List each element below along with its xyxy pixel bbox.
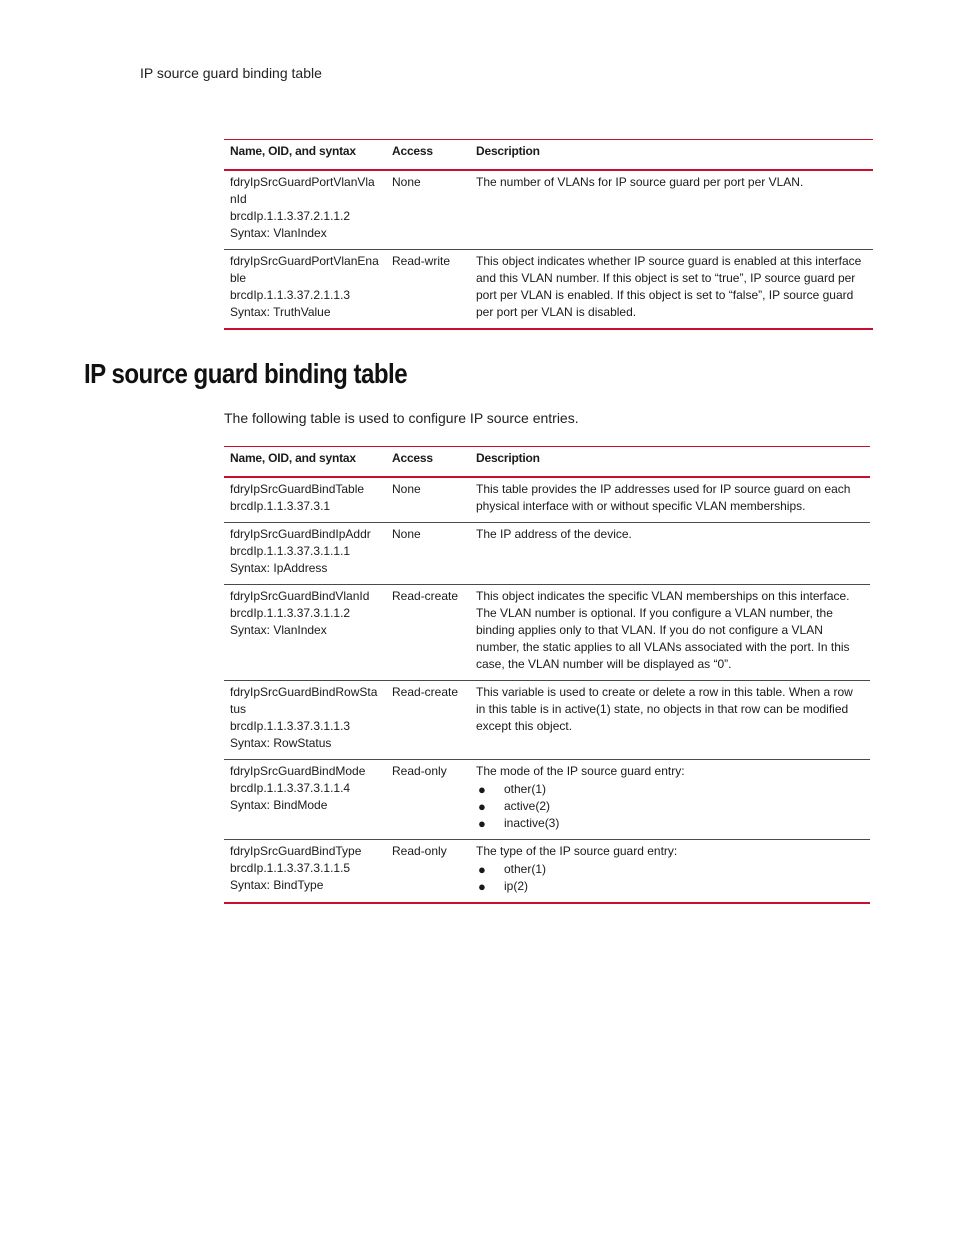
object-syntax: Syntax: BindMode bbox=[230, 798, 328, 812]
object-syntax: Syntax: RowStatus bbox=[230, 736, 332, 750]
table-row bbox=[224, 681, 870, 760]
name-cell bbox=[224, 170, 386, 250]
list-item-label: inactive(3) bbox=[504, 816, 560, 830]
bullet-icon: ● bbox=[478, 799, 486, 814]
object-oid: brcdIp.1.1.3.37.2.1.1.3 bbox=[230, 288, 351, 302]
name-cell bbox=[224, 477, 386, 523]
list-item bbox=[476, 798, 864, 815]
description-cell bbox=[470, 681, 870, 760]
table-header-row bbox=[224, 140, 873, 171]
object-name: fdryIpSrcGuardBindRowStatus bbox=[230, 685, 378, 716]
access-cell: None bbox=[386, 523, 470, 585]
description-cell bbox=[470, 760, 870, 840]
list-item bbox=[476, 878, 864, 895]
list-item-label: other(1) bbox=[504, 782, 547, 796]
object-oid: brcdIp.1.1.3.37.3.1.1.2 bbox=[230, 606, 351, 620]
description-cell bbox=[470, 170, 873, 250]
table-row bbox=[224, 585, 870, 681]
description-text: This object indicates whether IP source guard is enabled at this interface and this VLAN number. If this object is set to “true”, IP source guard per port per VLAN is enabled. If this object is set to “false”, IP source guard per port per VLAN is disabled. bbox=[476, 254, 862, 319]
object-name: fdryIpSrcGuardBindTable bbox=[230, 482, 365, 496]
object-syntax: Syntax: BindType bbox=[230, 878, 324, 892]
table-row bbox=[224, 250, 873, 330]
description-text: The mode of the IP source guard entry: bbox=[476, 764, 685, 778]
bullet-list bbox=[476, 781, 864, 832]
access-cell: None bbox=[386, 477, 470, 523]
access-cell: Read-create bbox=[386, 585, 470, 681]
access-cell: None bbox=[386, 170, 470, 250]
name-cell bbox=[224, 523, 386, 585]
intro-paragraph: The following table is used to configure IP source entries. bbox=[224, 410, 579, 426]
table-row bbox=[224, 170, 873, 250]
table-row bbox=[224, 760, 870, 840]
access-cell: Read-write bbox=[386, 250, 470, 330]
section-title: IP source guard binding table bbox=[84, 358, 408, 389]
object-syntax: Syntax: VlanIndex bbox=[230, 623, 327, 637]
object-syntax: Syntax: VlanIndex bbox=[230, 226, 327, 240]
table-row bbox=[224, 840, 870, 904]
object-syntax: Syntax: TruthValue bbox=[230, 305, 331, 319]
object-oid: brcdIp.1.1.3.37.3.1.1.1 bbox=[230, 544, 351, 558]
object-oid: brcdIp.1.1.3.37.3.1.1.5 bbox=[230, 861, 351, 875]
access-cell: Read-only bbox=[386, 840, 470, 904]
column-header-name: Name, OID, and syntax bbox=[224, 140, 386, 171]
access-cell: Read-only bbox=[386, 760, 470, 840]
list-item-label: active(2) bbox=[504, 799, 551, 813]
name-cell bbox=[224, 585, 386, 681]
name-cell bbox=[224, 250, 386, 330]
description-cell bbox=[470, 840, 870, 904]
description-text: This variable is used to create or delete a row in this table. When a row in this table is in active(1) state, no objects in that row can be modified except this object. bbox=[476, 685, 853, 733]
column-header-description: Description bbox=[470, 140, 873, 171]
bullet-list bbox=[476, 861, 864, 895]
bullet-icon: ● bbox=[478, 879, 486, 894]
description-cell bbox=[470, 477, 870, 523]
access-cell: Read-create bbox=[386, 681, 470, 760]
description-text: This table provides the IP addresses used for IP source guard on each physical interface with or without specific VLAN memberships. bbox=[476, 482, 851, 513]
bullet-icon: ● bbox=[478, 816, 486, 831]
object-name: fdryIpSrcGuardBindVlanId bbox=[230, 589, 370, 603]
column-header-access: Access bbox=[386, 140, 470, 171]
column-header-description: Description bbox=[470, 447, 870, 478]
port-vlan-table bbox=[224, 139, 873, 330]
object-name: fdryIpSrcGuardPortVlanEnable bbox=[230, 254, 379, 285]
running-header: IP source guard binding table bbox=[140, 65, 322, 81]
object-oid: brcdIp.1.1.3.37.3.1.1.4 bbox=[230, 781, 351, 795]
description-cell bbox=[470, 523, 870, 585]
description-text: This object indicates the specific VLAN memberships on this interface. The VLAN number is optional. If you configure a VLAN number, the binding applies only to that VLAN. If you do not configure a VLAN number, the static applies to all VLANs associated with the port. In this case, the VLAN number will be displayed as “0”. bbox=[476, 589, 850, 671]
object-oid: brcdIp.1.1.3.37.2.1.1.2 bbox=[230, 209, 351, 223]
bullet-icon: ● bbox=[478, 782, 486, 797]
column-header-name: Name, OID, and syntax bbox=[224, 447, 386, 478]
object-name: fdryIpSrcGuardBindType bbox=[230, 844, 362, 858]
list-item-label: ip(2) bbox=[504, 879, 529, 893]
list-item-label: other(1) bbox=[504, 862, 547, 876]
table-row bbox=[224, 477, 870, 523]
object-name: fdryIpSrcGuardBindMode bbox=[230, 764, 366, 778]
object-name: fdryIpSrcGuardBindIpAddr bbox=[230, 527, 371, 541]
description-cell bbox=[470, 585, 870, 681]
object-syntax: Syntax: IpAddress bbox=[230, 561, 328, 575]
description-text: The type of the IP source guard entry: bbox=[476, 844, 678, 858]
bullet-icon: ● bbox=[478, 862, 486, 877]
table-header-row bbox=[224, 447, 870, 478]
object-name: fdryIpSrcGuardPortVlanVlanId bbox=[230, 175, 375, 206]
table-row bbox=[224, 523, 870, 585]
list-item bbox=[476, 861, 864, 878]
binding-table bbox=[224, 446, 870, 904]
description-cell bbox=[470, 250, 873, 330]
list-item bbox=[476, 815, 864, 832]
name-cell bbox=[224, 760, 386, 840]
name-cell bbox=[224, 681, 386, 760]
description-text: The IP address of the device. bbox=[476, 527, 632, 541]
description-text: The number of VLANs for IP source guard per port per VLAN. bbox=[476, 175, 804, 189]
object-oid: brcdIp.1.1.3.37.3.1 bbox=[230, 499, 331, 513]
object-oid: brcdIp.1.1.3.37.3.1.1.3 bbox=[230, 719, 351, 733]
column-header-access: Access bbox=[386, 447, 470, 478]
list-item bbox=[476, 781, 864, 798]
name-cell bbox=[224, 840, 386, 904]
